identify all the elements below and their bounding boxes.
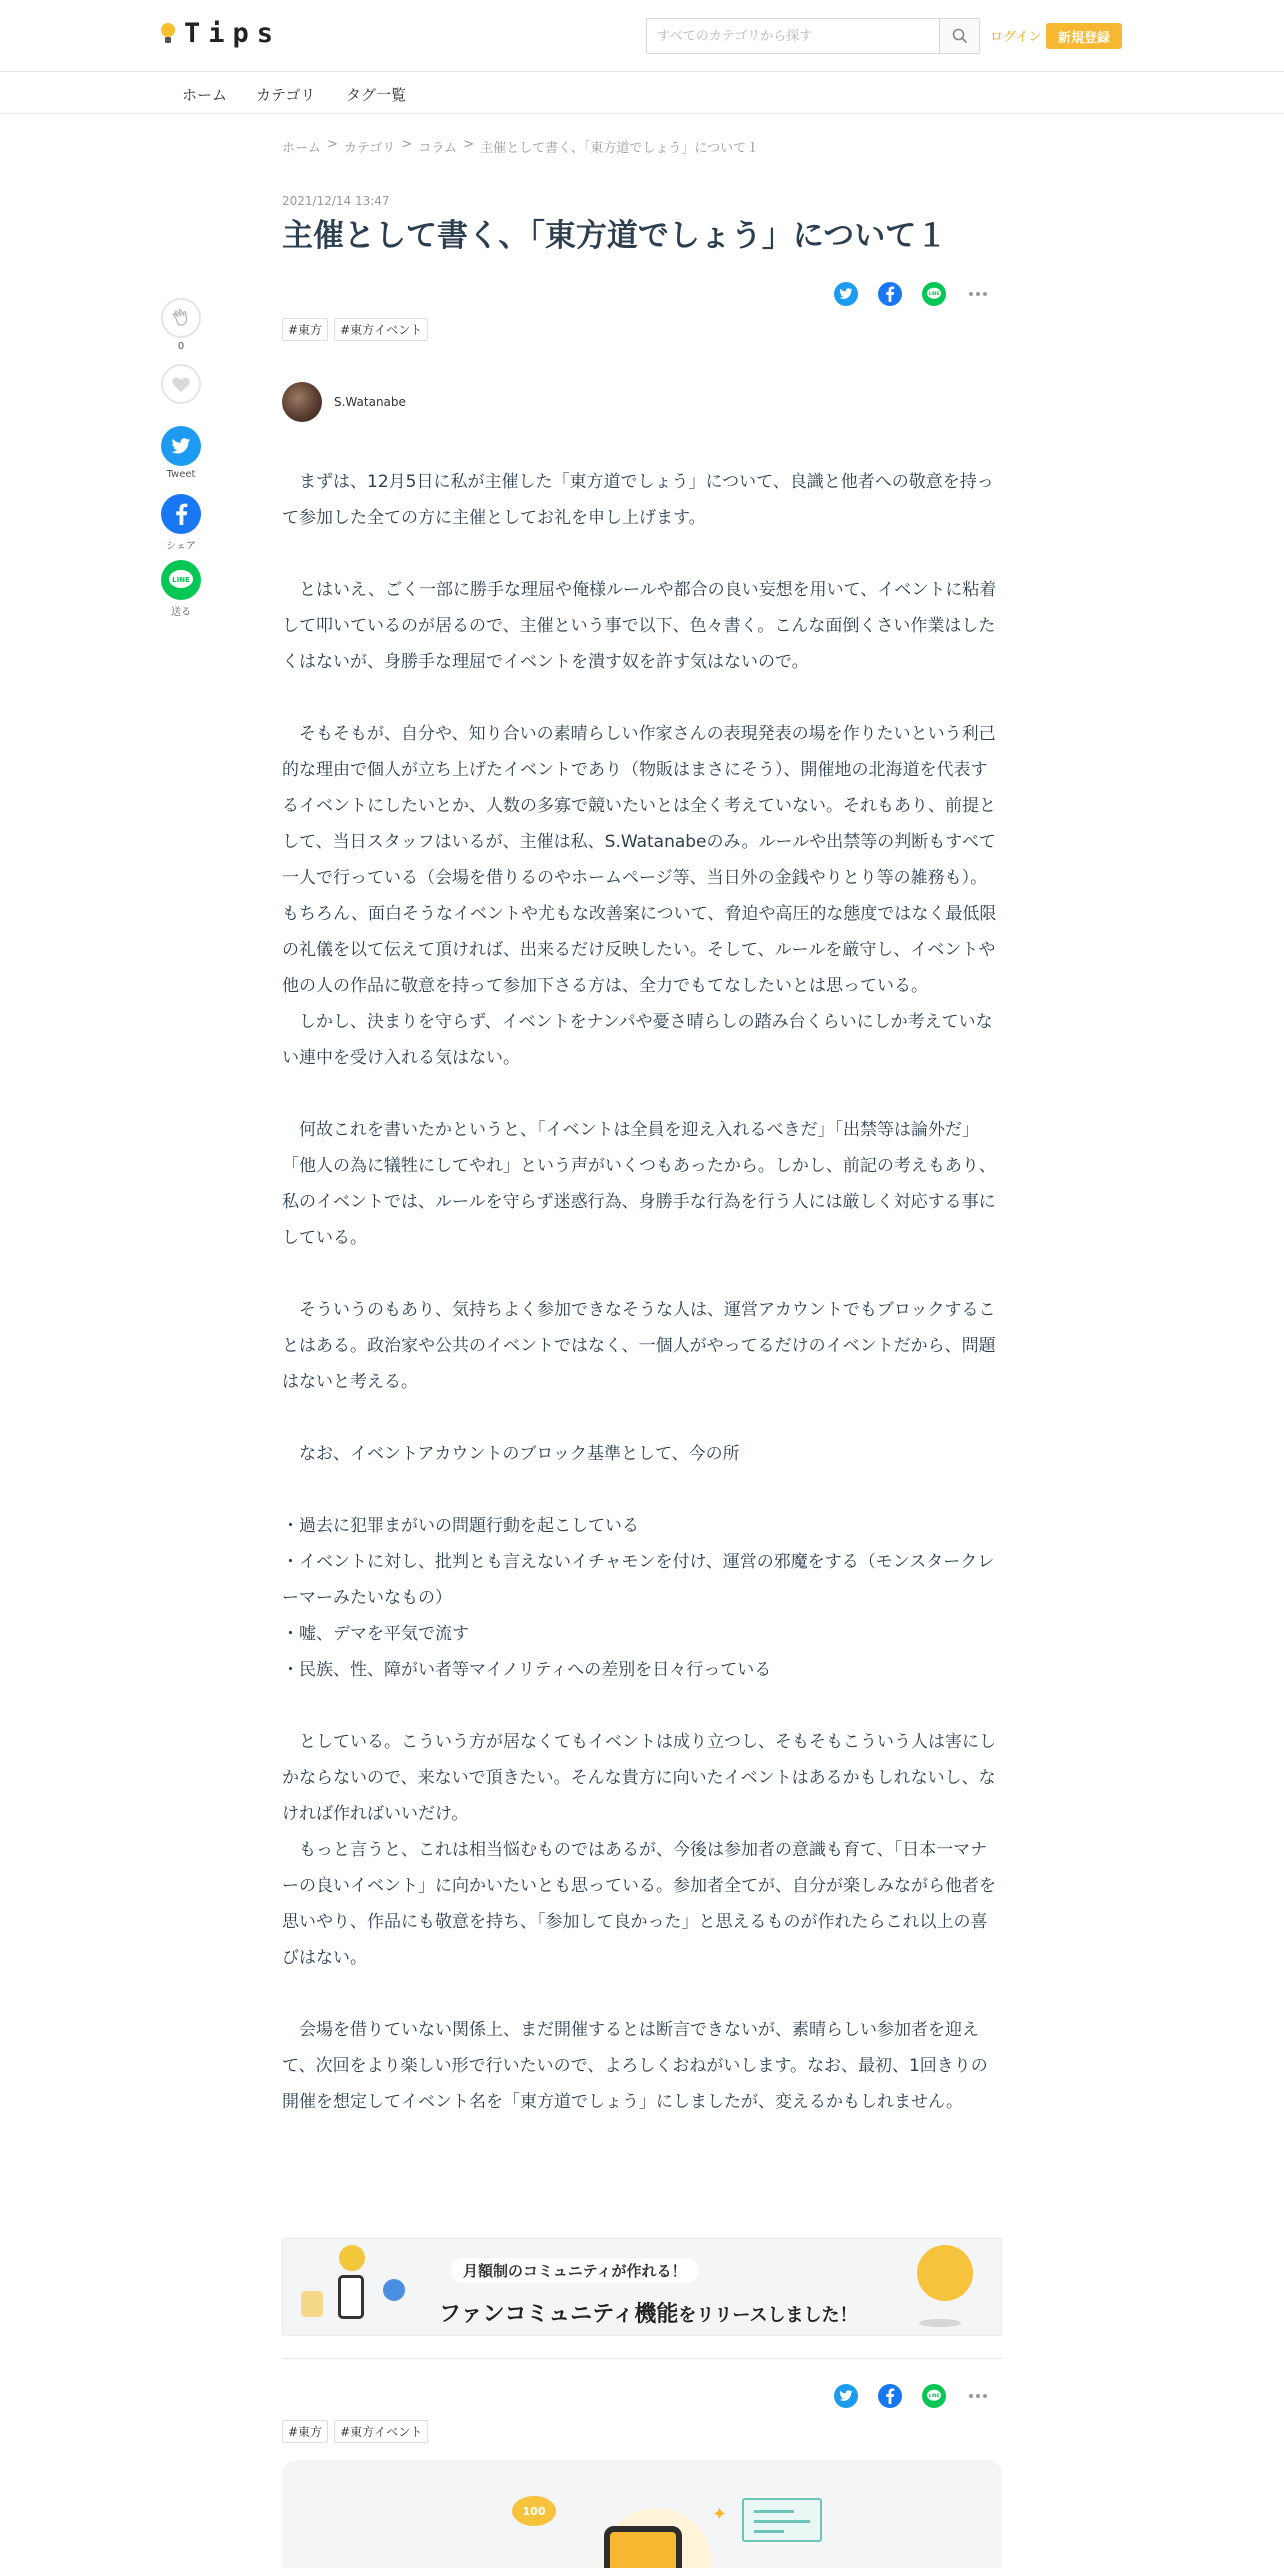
breadcrumb-category[interactable]: カテゴリ	[343, 141, 396, 156]
svg-text:LINE: LINE	[928, 2394, 940, 2400]
article-paragraph: とはいえ、ごく一部に勝手な理屈や俺様ルールや都合の良い妄想を用いて、イベントに粘着して叩いているのが居るので、主催という事で以下、色々書く。こんな面倒くさい作業はしたくはないが、身勝手な理屈でイベントを潰す奴を許す気はないので。	[282, 580, 997, 672]
facebook-share-side-button[interactable]	[161, 494, 201, 534]
more-options-icon[interactable]	[966, 292, 990, 296]
search-icon	[952, 28, 968, 44]
line-icon	[167, 569, 195, 591]
line-send-button[interactable]	[161, 560, 201, 600]
breadcrumb-column[interactable]: コラム	[418, 141, 458, 156]
heart-icon	[171, 375, 191, 393]
breadcrumb-separator: >	[401, 137, 413, 152]
breadcrumb-separator: >	[463, 137, 475, 152]
paragraph-gap	[282, 1472, 1002, 1508]
search-box	[646, 18, 980, 54]
banner-headline	[439, 2297, 857, 2328]
ticket-illustration	[742, 2498, 822, 2542]
search-button[interactable]	[939, 19, 979, 53]
article-paragraph: そもそもが、自分や、知り合いの素晴らしい作家さんの表現発表の場を作りたいという利己的な理由で個人が立ち上げたイベントであり（物販はまさにそう）、開催地の北海道を代表するイベントにしたいとか、人数の多寡で競いたいとは全く考えていない。それもあり、前提として、当日スタッフはいるが、主催は私、S.Watanabeのみ。ルールや出禁等の判断もすべて一人で行っている（会場を借りるのやホームページ等、当日外の金銭やりとり等の雑務も）。もちろん、面白そうなイベントや尤もな改善案について、脅迫や高圧的な態度ではなく最低限の礼儀を以て伝えて頂ければ、出来るだけ反映したい。そして、ルールを厳守し、イベントや他の人の作品に敬意を持って参加下さる方は、全力でもてなしたいとは思っている。	[282, 724, 997, 996]
sidebar-line	[160, 560, 202, 618]
banner-subtitle: 月額制のコミュニティが作れる！	[451, 2258, 699, 2283]
person-illustration	[339, 2245, 365, 2271]
page-title: 主催として書く、「東方道でしょう」について１	[282, 218, 948, 254]
logo-text: Tips	[184, 18, 282, 49]
article-paragraph: まずは、12月5日に私が主催した「東方道でしょう」について、良識と他者への敬意を持って参加した全ての方に主催としてお礼を申し上げます。	[282, 472, 994, 528]
lightbulb-icon	[160, 21, 176, 47]
phone-illustration	[604, 2526, 682, 2568]
facebook-icon	[175, 503, 188, 525]
facebook-share-button[interactable]	[878, 2384, 902, 2408]
bulb-shadow	[919, 2319, 961, 2327]
paragraph-gap	[282, 1976, 1002, 2012]
article-paragraph: そういうのもあり、気持ちよく参加できなそうな人は、運営アカウントでもブロックすることはある。政治家や公共のイベントではなく、一個人がやってるだけのイベントだから、問題はないと考える。	[282, 1300, 996, 1392]
login-link[interactable]: ログイン	[990, 30, 1042, 45]
clap-button[interactable]	[161, 298, 201, 338]
chair-illustration	[301, 2291, 323, 2317]
lightbulb-icon	[917, 2245, 973, 2301]
coin-illustration: 100	[512, 2496, 556, 2526]
like-action	[160, 364, 202, 404]
paragraph-gap	[282, 680, 1002, 716]
user-illustration	[383, 2279, 405, 2301]
tag-list-top	[282, 318, 428, 341]
site-logo[interactable]	[160, 18, 281, 49]
fan-community-banner[interactable]	[282, 2238, 1002, 2336]
signup-button[interactable]: 新規登録	[1046, 23, 1122, 49]
article-paragraph: ・過去に犯罪まがいの問題行動を起こしている	[282, 1516, 639, 1536]
svg-text:LINE: LINE	[928, 292, 940, 298]
breadcrumb	[282, 137, 759, 156]
paragraph-gap	[282, 1076, 1002, 1112]
share-bar-bottom	[834, 2384, 990, 2408]
article-body	[282, 464, 1002, 2120]
article-paragraph: としている。こういう方が居なくてもイベントは成り立つし、そもそもこういう人は害にしかならないので、来ないで頂きたい。そんな貴方に向いたイベントはあるかもしれないし、なければ作ればいいだけ。	[282, 1732, 996, 1824]
breadcrumb-current: 主催として書く、「東方道でしょう」について１	[480, 141, 760, 156]
paragraph-gap	[282, 1400, 1002, 1436]
clap-count: 0	[177, 341, 185, 352]
like-button[interactable]	[161, 364, 201, 404]
facebook-icon	[885, 286, 895, 302]
share-label: シェア	[166, 541, 196, 552]
author-info[interactable]	[282, 382, 406, 422]
article-paragraph: なお、イベントアカウントのブロック基準として、今の所	[282, 1444, 740, 1464]
phone-illustration	[338, 2275, 364, 2319]
banner-feature-name: ファンコミュニティ機能	[439, 2302, 679, 2327]
search-input[interactable]	[647, 19, 939, 53]
tweet-button[interactable]	[161, 426, 201, 466]
twitter-icon	[839, 288, 853, 300]
avatar[interactable]	[282, 382, 322, 422]
twitter-share-button[interactable]	[834, 282, 858, 306]
article-paragraph: ・民族、性、障がい者等マイノリティへの差別を日々行っている	[282, 1660, 772, 1680]
more-options-icon[interactable]	[966, 2394, 990, 2398]
twitter-share-button[interactable]	[834, 2384, 858, 2408]
clap-icon	[170, 307, 192, 329]
tag-list-bottom	[282, 2420, 428, 2443]
tag-touhou[interactable]: #東方	[282, 318, 328, 341]
main-nav	[0, 72, 1284, 114]
breadcrumb-home[interactable]: ホーム	[282, 141, 322, 156]
nav-item-home[interactable]: ホーム	[182, 86, 228, 104]
svg-text:LINE: LINE	[172, 576, 190, 584]
facebook-icon	[885, 2388, 895, 2404]
article-paragraph: しかし、決まりを守らず、イベントをナンパや憂さ晴らしの踏み台くらいにしか考えていない連中を受け入れる気はない。	[282, 1012, 993, 1068]
sidebar-tweet	[160, 426, 202, 480]
banner-headline-suffix: をリリースしました！	[678, 2305, 858, 2326]
post-date: 2021/12/14 13:47	[282, 194, 390, 208]
divider	[282, 2358, 1002, 2359]
paragraph-gap	[282, 1688, 1002, 1724]
site-header	[0, 0, 1284, 72]
line-icon	[926, 2389, 942, 2403]
tag-touhou[interactable]: #東方	[282, 2420, 328, 2443]
promo-card	[282, 2460, 1002, 2568]
paragraph-gap	[282, 536, 1002, 572]
tag-touhou-event[interactable]: #東方イベント	[334, 2420, 428, 2443]
article-paragraph: もっと言うと、これは相当悩むものではあるが、今後は参加者の意識も育て、「日本一マナーの良いイベント」に向かいたいとも思っている。参加者全てが、自分が楽しみながら他者を思いやり、作品にも敬意を持ち、「参加して良かった」と思えるものが作れたらこれ以上の喜びはない。	[282, 1840, 996, 1968]
line-icon	[926, 287, 942, 301]
share-bar-top	[834, 282, 990, 306]
article-paragraph: ・イベントに対し、批判とも言えないイチャモンを付け、運営の邪魔をする（モンスタークレーマーみたいなもの）	[282, 1552, 995, 1608]
twitter-icon	[171, 438, 191, 455]
line-share-button[interactable]	[922, 282, 946, 306]
tweet-label: Tweet	[166, 469, 196, 480]
sparkle-icon: ✦	[712, 2504, 728, 2525]
article-paragraph: 何故これを書いたかというと、「イベントは全員を迎え入れるべきだ」「出禁等は論外だ」「他人の為に犠牲にしてやれ」という声がいくつもあったから。しかし、前記の考えもあり、私のイベントでは、ルールを守らず迷惑行為、身勝手な行為を行う人には厳しく対応する事にしている。	[282, 1120, 996, 1248]
sidebar-facebook	[160, 494, 202, 552]
twitter-icon	[839, 2390, 853, 2402]
facebook-share-button[interactable]	[878, 282, 902, 306]
nav-item-category[interactable]: カテゴリ	[256, 86, 316, 104]
clap-action	[160, 298, 202, 352]
line-share-button[interactable]	[922, 2384, 946, 2408]
article-paragraph: ・嘘、デマを平気で流す	[282, 1624, 469, 1644]
breadcrumb-separator: >	[327, 137, 338, 152]
tag-touhou-event[interactable]: #東方イベント	[334, 318, 428, 341]
send-label: 送る	[171, 607, 191, 618]
paragraph-gap	[282, 1256, 1002, 1292]
article-paragraph: 会場を借りていない関係上、まだ開催するとは断言できないが、素晴らしい参加者を迎えて、次回をより楽しい形で行いたいので、よろしくおねがいします。なお、最初、1回きりの開催を想定してイベント名を「東方道でしょう」にしましたが、変えるかもしれません。	[282, 2020, 988, 2112]
nav-item-tags[interactable]: タグ一覧	[346, 86, 407, 104]
author-name[interactable]: S.Watanabe	[334, 395, 406, 409]
